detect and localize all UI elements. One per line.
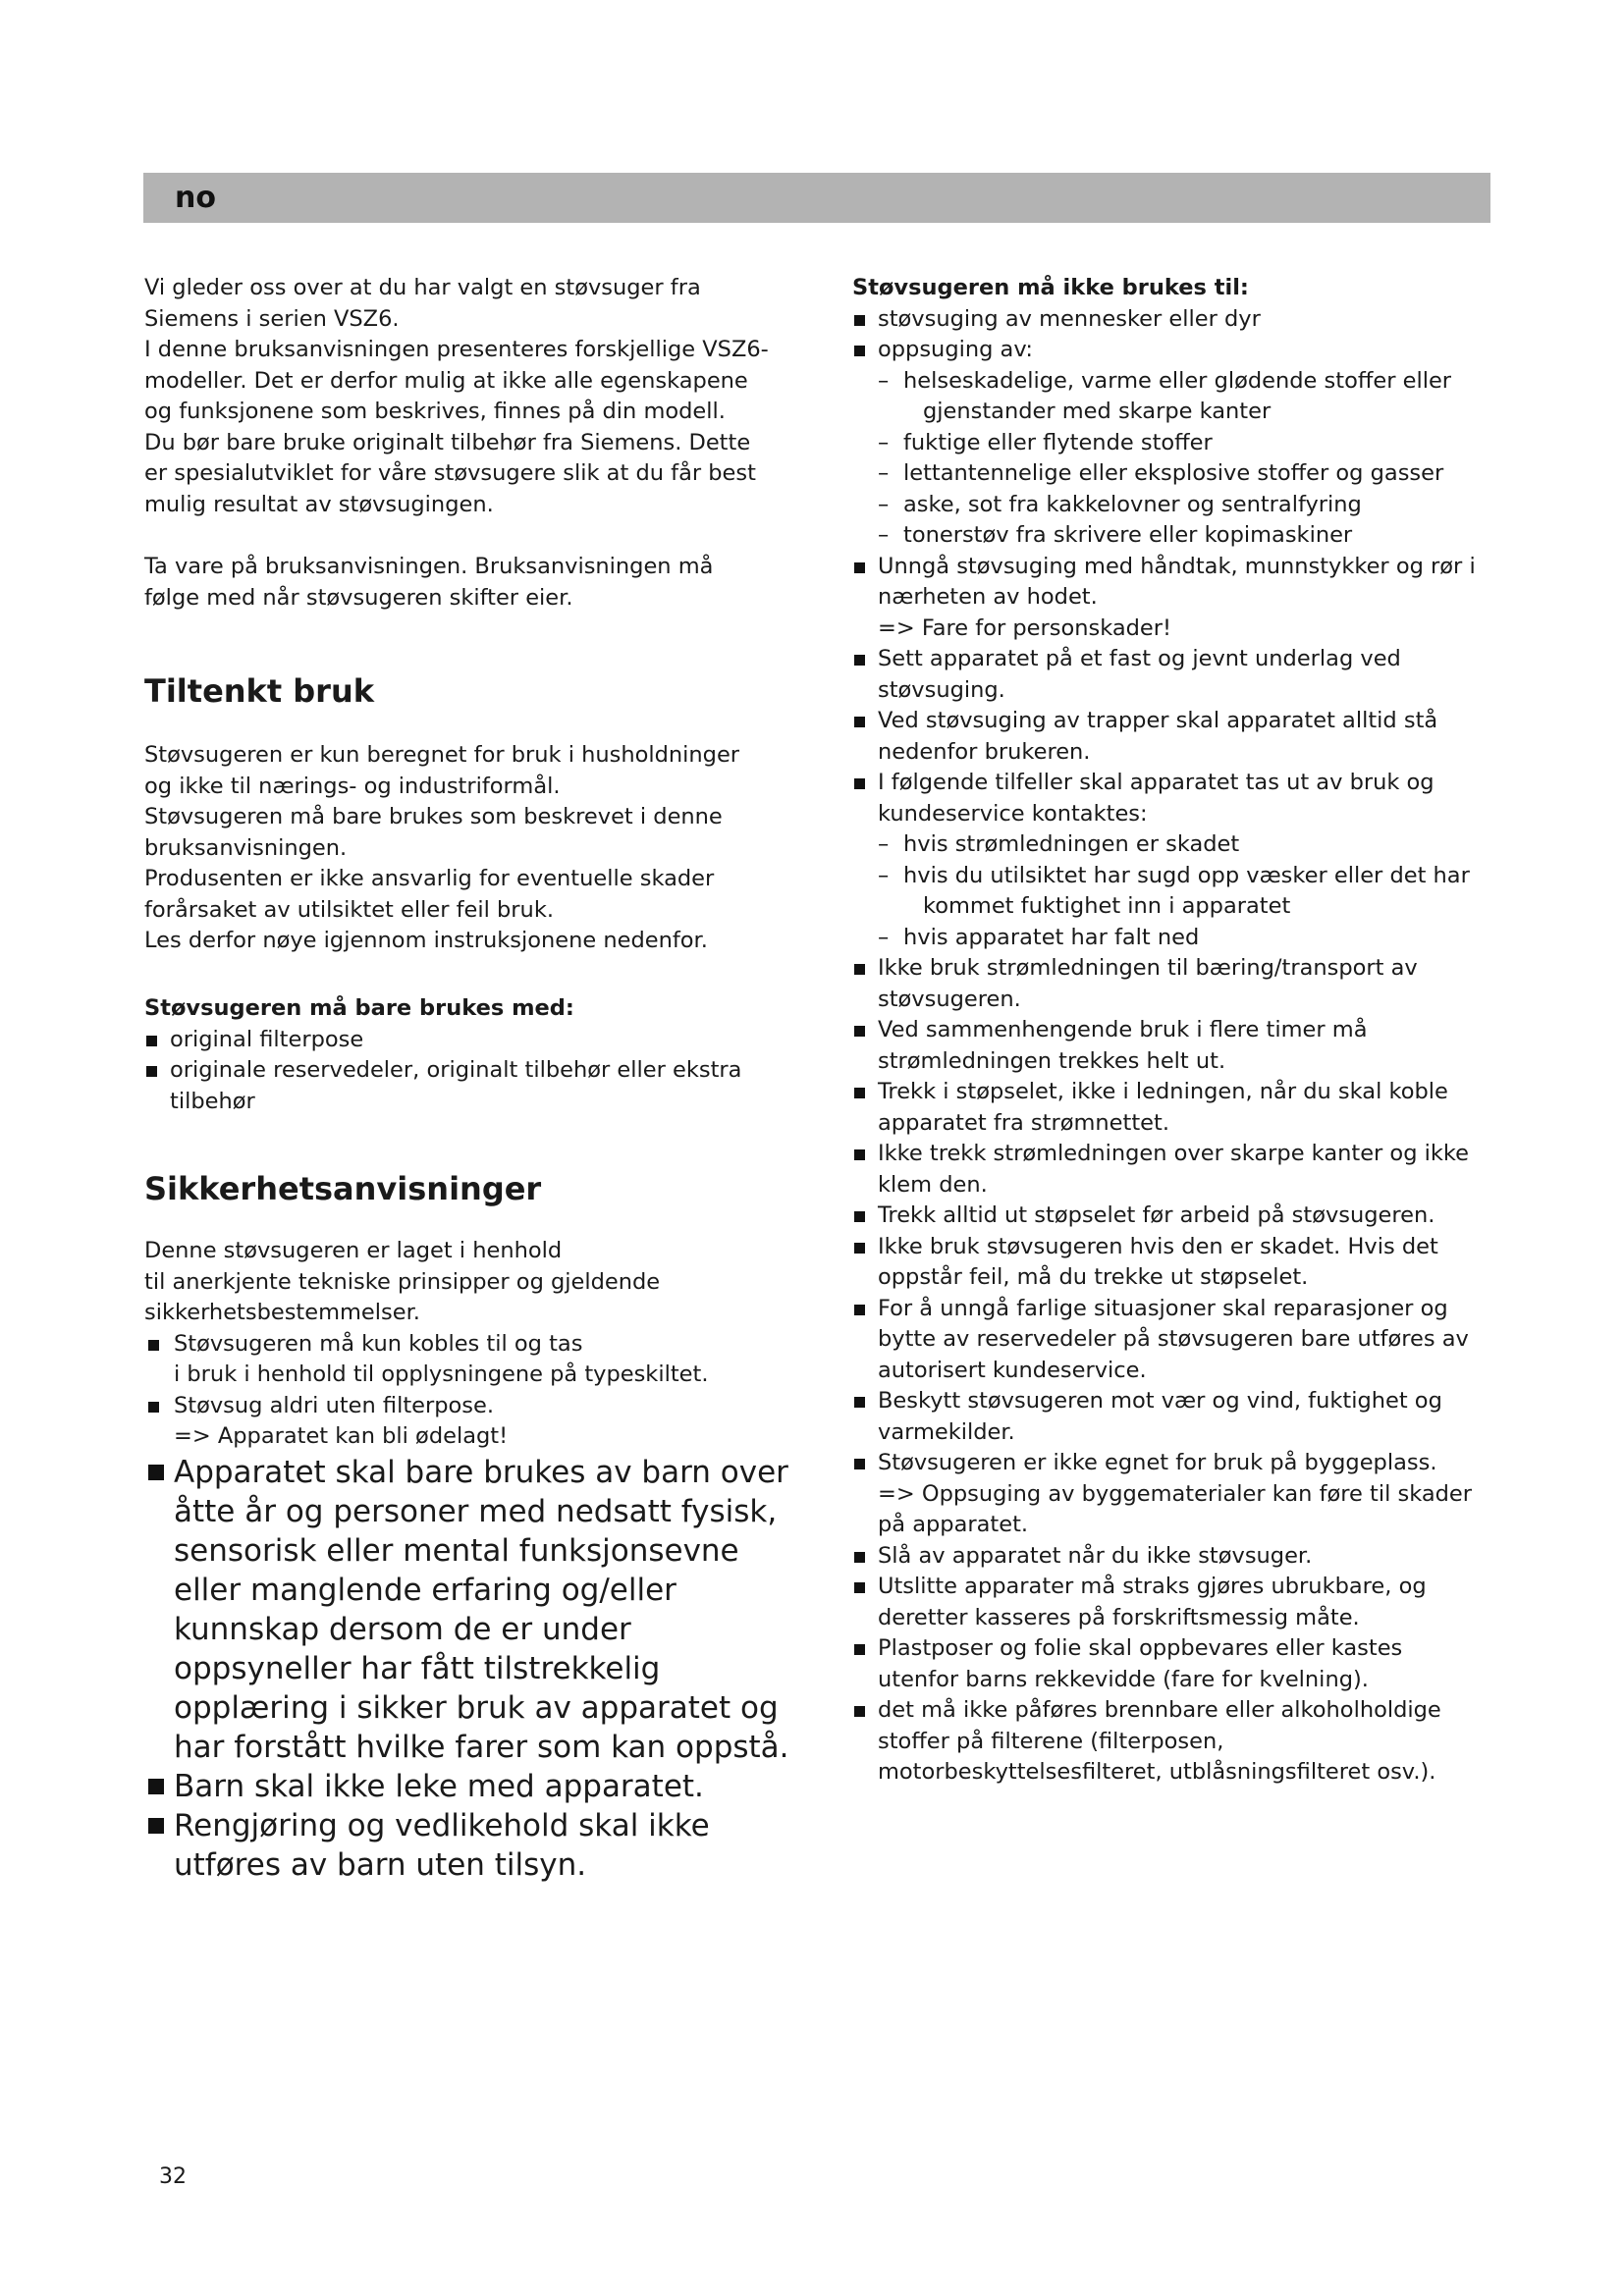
list-item: Unngå støvsuging med håndtak, munnstykker og rør i	[852, 552, 1520, 583]
list-item-continuation: motorbeskyttelsesfilteret, utblåsningsfilteret osv.).	[878, 1759, 1436, 1785]
list-item: Ved sammenhengende bruk i flere timer må	[852, 1015, 1520, 1046]
intended-use-line: Les derfor nøye igjennom instruksjonene nedenfor.	[144, 928, 708, 953]
list-item-continuation: strømledningen trekkes helt ut.	[878, 1047, 1226, 1074]
bullet-square-icon	[854, 1459, 865, 1469]
list-item: Slå av apparatet når du ikke støvsuger.	[852, 1541, 1520, 1573]
intro-line: Siemens i serien VSZ6.	[144, 305, 400, 332]
list-item-continuation: tilbehør	[170, 1088, 255, 1114]
bullet-square-icon	[854, 717, 865, 727]
intro-line: I denne bruksanvisningen presenteres forskjellige VSZ6-	[144, 337, 769, 362]
prohibited-use-heading: Støvsugeren må ikke brukes til:	[852, 275, 1249, 300]
bullet-square-icon	[854, 655, 865, 666]
safety-block	[144, 1236, 812, 1453]
bullet-square-icon	[854, 562, 865, 573]
bullet-square-icon	[854, 1243, 865, 1254]
list-item: støvsuging av mennesker eller dyr	[852, 304, 1520, 336]
bullet-square-icon	[148, 1779, 164, 1794]
sub-list-item: – hvis du utilsiktet har sugd opp væsker eller det har	[878, 862, 1470, 888]
bullet-square-icon	[146, 1066, 157, 1077]
bullet-square-icon	[854, 778, 865, 789]
sub-list-item: – hvis strømledningen er skadet	[878, 831, 1240, 857]
list-item: Støvsugeren er ikke egnet for bruk på byggeplass.	[852, 1448, 1520, 1479]
list-item-continuation: apparatet fra strømnettet.	[878, 1109, 1169, 1136]
list-item-continuation: => Oppsuging av byggematerialer kan føre til skader	[878, 1480, 1473, 1507]
language-header-bar	[143, 173, 1490, 223]
bullet-square-icon	[854, 1706, 865, 1717]
list-item: Ikke trekk strømledningen over skarpe kanter og ikke	[852, 1139, 1520, 1170]
list-item: Støvsug aldri uten filterpose.	[144, 1391, 812, 1422]
safety-line: Denne støvsugeren er laget i henhold	[144, 1238, 563, 1263]
list-item: Støvsugeren må kun kobles til og tas	[144, 1329, 812, 1361]
list-item-continuation: oppsyneller har fått tilstrekkelig	[174, 1651, 661, 1686]
sub-list-item: – hvis apparatet har falt ned	[878, 924, 1200, 950]
bullet-square-icon	[854, 1026, 865, 1037]
bullet-square-icon	[854, 1211, 865, 1222]
list-item: Ikke bruk støvsugeren hvis den er skadet. Hvis det	[852, 1232, 1520, 1263]
list-item-continuation: har forstått hvilke farer som kan oppstå.	[174, 1730, 789, 1765]
list-item-continuation: kundeservice kontaktes:	[878, 800, 1148, 827]
list-item-continuation: sensorisk eller mental funksjonsevne	[174, 1533, 739, 1569]
bullet-square-icon	[854, 1149, 865, 1160]
list-item-continuation: nedenfor brukeren.	[878, 738, 1091, 765]
intended-use-line: bruksanvisningen.	[144, 834, 348, 861]
safety-heading: Sikkerhetsanvisninger	[144, 1170, 542, 1207]
list-item-continuation: => Apparatet kan bli ødelagt!	[174, 1423, 509, 1449]
bullet-square-icon	[854, 1088, 865, 1098]
bullet-square-icon	[854, 315, 865, 326]
list-item-continuation: opplæring i sikker bruk av apparatet og	[174, 1690, 779, 1726]
children-warning-list	[144, 1453, 832, 1885]
sub-list-item-continuation: kommet fuktighet inn i apparatet	[923, 893, 1291, 919]
safety-line: sikkerhetsbestemmelser.	[144, 1300, 420, 1325]
list-item-continuation: i bruk i henhold til opplysningene på typeskiltet.	[174, 1362, 709, 1387]
list-item-continuation: åtte år og personer med nedsatt fysisk,	[174, 1494, 778, 1529]
list-item-continuation: => Fare for personskader!	[878, 614, 1172, 641]
bullet-square-icon	[854, 1552, 865, 1563]
list-item: originale reservedeler, originalt tilbehør eller ekstra	[144, 1055, 792, 1087]
list-item: I følgende tilfeller skal apparatet tas ut av bruk og	[852, 768, 1520, 799]
intended-use-line: og ikke til nærings- og industriformål.	[144, 773, 561, 799]
sub-list-item: – fuktige eller flytende stoffer	[878, 429, 1213, 455]
list-item-continuation: autorisert kundeservice.	[878, 1357, 1147, 1383]
list-item: original filterpose	[144, 1025, 792, 1056]
page-number: 32	[159, 2164, 187, 2189]
keep-line: Ta vare på bruksanvisningen. Bruksanvisningen må	[144, 554, 714, 579]
list-item-continuation: utenfor barns rekkevidde (fare for kvelning).	[878, 1666, 1369, 1692]
bullet-square-icon	[148, 1818, 164, 1834]
language-code: no	[175, 181, 216, 215]
sub-list-item: – helseskadelige, varme eller glødende stoffer eller	[878, 367, 1452, 394]
prohibited-use-list	[852, 273, 1520, 1789]
sub-list-item-continuation: gjenstander med skarpe kanter	[923, 399, 1272, 424]
bullet-square-icon	[854, 1305, 865, 1315]
list-item: Ved støvsuging av trapper skal apparatet alltid stå	[852, 706, 1520, 737]
list-item: Trekk alltid ut støpselet før arbeid på støvsugeren.	[852, 1201, 1520, 1232]
list-item: Beskytt støvsugeren mot vær og vind, fuktighet og	[852, 1386, 1520, 1417]
list-item-continuation: oppstår feil, må du trekke ut støpselet.	[878, 1264, 1309, 1290]
bullet-square-icon	[148, 1340, 159, 1351]
list-item-continuation: støvsugeren.	[878, 986, 1021, 1012]
list-item-continuation: bytte av reservedeler på støvsugeren bare utføres av	[878, 1326, 1469, 1352]
intro-line: Vi gleder oss over at du har valgt en støvsuger fra	[144, 275, 701, 300]
intended-use-paragraph	[144, 740, 739, 957]
intended-use-line: Støvsugeren er kun beregnet for bruk i husholdninger	[144, 742, 740, 768]
list-item-continuation: kunnskap dersom de er under	[174, 1612, 631, 1647]
intro-line: modeller. Det er derfor mulig at ikke alle egenskapene	[144, 367, 748, 394]
list-item-continuation: støvsuging.	[878, 676, 1005, 703]
list-item: Plastposer og folie skal oppbevares eller kastes	[852, 1633, 1520, 1665]
list-item: Barn skal ikke leke med apparatet.	[144, 1767, 832, 1806]
intended-use-line: Støvsugeren må bare brukes som beskrevet i denne	[144, 804, 723, 829]
sub-list-item: – aske, sot fra kakkelovner og sentralfyring	[878, 491, 1362, 517]
bullet-square-icon	[854, 1582, 865, 1593]
keep-line: følge med når støvsugeren skifter eier.	[144, 584, 573, 611]
list-item: oppsuging av:	[852, 335, 1520, 366]
list-item-continuation: deretter kasseres på forskriftsmessig måte.	[878, 1604, 1360, 1630]
list-item: Utslitte apparater må straks gjøres ubrukbare, og	[852, 1572, 1520, 1603]
intended-use-line: Produsenten er ikke ansvarlig for eventuelle skader	[144, 866, 715, 891]
list-item: Sett apparatet på et fast og jevnt underlag ved	[852, 644, 1520, 675]
list-item: det må ikke påføres brennbare eller alkoholholdige	[852, 1695, 1520, 1727]
intro-line: mulig resultat av støvsugingen.	[144, 491, 494, 517]
sub-list-item: – tonerstøv fra skrivere eller kopimaskiner	[878, 522, 1353, 548]
sub-list-item: – lettantennelige eller eksplosive stoffer og gasser	[878, 460, 1444, 486]
bullet-square-icon	[854, 1644, 865, 1655]
only-with-list	[144, 993, 792, 1117]
bullet-square-icon	[854, 346, 865, 356]
only-with-heading: Støvsugeren må bare brukes med:	[144, 995, 574, 1021]
list-item-continuation: eller manglende erfaring og/eller	[174, 1573, 677, 1608]
list-item-continuation: nærheten av hodet.	[878, 584, 1098, 610]
intended-use-heading: Tiltenkt bruk	[144, 672, 375, 710]
list-item-continuation: på apparatet.	[878, 1512, 1029, 1537]
list-item-continuation: varmekilder.	[878, 1418, 1015, 1445]
list-item-continuation: stoffer på filterene (filterposen,	[878, 1728, 1224, 1754]
list-item: Trekk i støpselet, ikke i ledningen, når du skal koble	[852, 1077, 1520, 1108]
list-item-continuation: klem den.	[878, 1171, 988, 1198]
keep-manual-paragraph	[144, 552, 713, 614]
list-item: Ikke bruk strømledningen til bæring/transport av	[852, 953, 1520, 985]
intro-line: Du bør bare bruke originalt tilbehør fra Siemens. Dette	[144, 429, 751, 455]
bullet-square-icon	[854, 1397, 865, 1408]
bullet-square-icon	[148, 1402, 159, 1413]
list-item-continuation: utføres av barn uten tilsyn.	[174, 1847, 587, 1883]
bullet-square-icon	[146, 1036, 157, 1046]
list-item: Apparatet skal bare brukes av barn over	[144, 1453, 832, 1492]
safety-line: til anerkjente tekniske prinsipper og gjeldende	[144, 1268, 661, 1295]
intro-paragraph	[144, 273, 769, 520]
list-item: For å unngå farlige situasjoner skal reparasjoner og	[852, 1294, 1520, 1325]
intro-line: og funksjonene som beskrives, finnes på din modell.	[144, 399, 726, 424]
bullet-square-icon	[854, 964, 865, 975]
bullet-square-icon	[148, 1465, 164, 1480]
list-item: Rengjøring og vedlikehold skal ikke	[144, 1806, 832, 1845]
intro-line: er spesialutviklet for våre støvsugere slik at du får best	[144, 460, 756, 486]
intended-use-line: forårsaket av utilsiktet eller feil bruk.	[144, 896, 554, 923]
